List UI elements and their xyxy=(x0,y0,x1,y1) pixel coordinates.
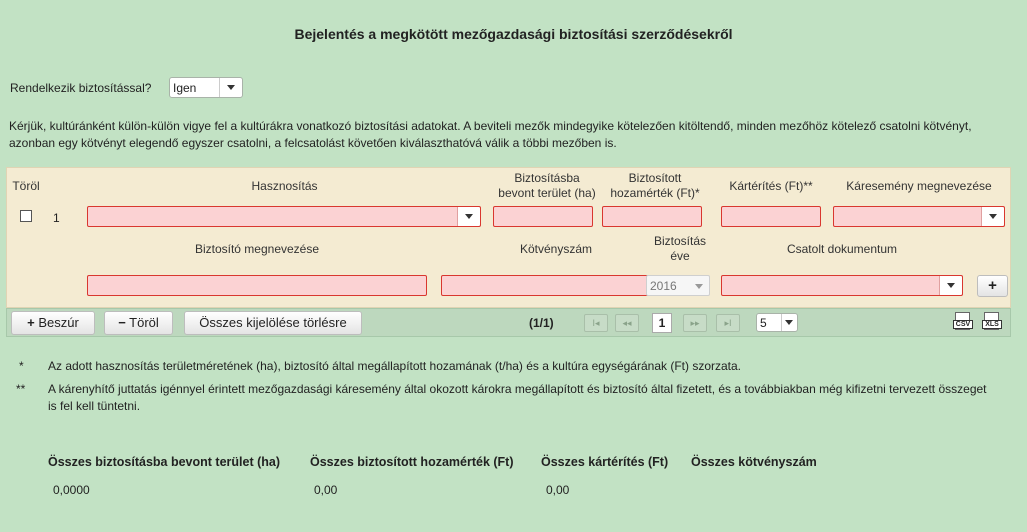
header-policy: Kötvényszám xyxy=(519,242,593,256)
delete-button[interactable] xyxy=(104,311,173,335)
note-2-text: A kárenyhítő juttatás igénnyel érintett mezőgazdasági káresemény által okozott károkra megállapított és biztosító által fizetett, és a továbbiakban még kifizetni tervezett összeget is fel kell tüntetni. xyxy=(48,382,987,413)
page-info: (1/1) xyxy=(529,316,554,330)
summary-yield-label: Összes biztosított hozamérték (Ft) xyxy=(310,455,514,469)
note-2-mark: ** xyxy=(16,382,26,396)
insert-button-label: Beszúr xyxy=(38,315,79,330)
chevron-down-icon xyxy=(219,78,242,97)
header-compensation: Kártérítés (Ft)** xyxy=(729,179,813,193)
row-index: 1 xyxy=(53,211,60,225)
chevron-down-icon xyxy=(939,276,962,295)
header-year xyxy=(645,234,715,264)
header-delete: Töröl xyxy=(12,179,40,193)
insurance-label: Rendelkezik biztosítással? xyxy=(10,81,152,95)
header-yield-line1: Biztosított xyxy=(628,171,682,185)
page-title: Bejelentés a megkötött mezőgazdasági biztosítási szerződésekről xyxy=(294,26,733,42)
instructions-text: Kérjük, kultúránként külön-külön vigye fel a kultúrákra vonatkozó biztosítási adatokat. A beviteli mezők mindegyike kötelezően kitöltendő, minden mezőhöz kötelező csatolni kötvényt, azonban egy kötvényt elegendő egyszer csatolni, a felcsatolást követően kiválaszthatóvá válik a többi mezőben is. xyxy=(9,119,972,150)
table-toolbar xyxy=(6,308,1011,337)
minus-icon: − xyxy=(118,315,126,330)
chevron-down-icon xyxy=(981,207,1004,226)
header-area xyxy=(487,171,607,201)
event-select[interactable] xyxy=(833,206,1005,227)
first-page-button[interactable]: I◂ xyxy=(584,314,608,332)
csv-export-icon[interactable] xyxy=(953,312,973,334)
header-area-line2: bevont terület (ha) xyxy=(498,186,596,200)
policy-number-input[interactable] xyxy=(441,275,671,296)
row-delete-checkbox[interactable] xyxy=(20,210,32,222)
note-1-mark: * xyxy=(19,359,24,373)
year-select-value: 2016 xyxy=(650,279,677,293)
xls-export-icon[interactable] xyxy=(982,312,1002,334)
area-input[interactable] xyxy=(493,206,593,227)
last-page-button[interactable]: ▸I xyxy=(716,314,740,332)
delete-button-label: Töröl xyxy=(129,315,159,330)
summary-area-label: Összes biztosításba bevont terület (ha) xyxy=(48,455,280,469)
summary-comp-value: 0,00 xyxy=(546,483,570,497)
header-year-line2: éve xyxy=(670,249,690,263)
page-size-select[interactable] xyxy=(756,313,798,332)
header-yield-line2: hozamérték (Ft)* xyxy=(610,186,700,200)
plus-icon: + xyxy=(988,277,997,294)
insurance-select[interactable] xyxy=(169,77,243,98)
chevron-down-icon xyxy=(781,314,797,331)
plus-icon: + xyxy=(27,315,35,330)
insurer-input[interactable] xyxy=(87,275,427,296)
year-select[interactable] xyxy=(646,275,710,296)
insert-button[interactable] xyxy=(11,311,95,335)
header-yield xyxy=(595,171,715,201)
chevron-down-icon xyxy=(457,207,480,226)
current-page[interactable]: 1 xyxy=(652,313,672,333)
header-attachment: Csatolt dokumentum xyxy=(786,242,898,256)
summary-comp-label: Összes kártérítés (Ft) xyxy=(541,455,669,469)
next-page-button[interactable]: ▸▸ xyxy=(683,314,707,332)
yield-input[interactable] xyxy=(602,206,702,227)
summary-area-value: 0,0000 xyxy=(53,483,90,497)
csv-label: CSV xyxy=(953,320,973,329)
insurance-table-panel xyxy=(6,167,1011,308)
compensation-input[interactable] xyxy=(721,206,821,227)
prev-page-button[interactable]: ◂◂ xyxy=(615,314,639,332)
note-1-text: Az adott hasznosítás területméretének (ha), biztosító által megállapított hozamának (t/ha) és a kultúra egységárának (Ft) szorzata. xyxy=(48,359,742,373)
add-attachment-button[interactable] xyxy=(977,275,1008,297)
insurance-select-value: Igen xyxy=(173,81,197,95)
summary-yield-value: 0,00 xyxy=(314,483,338,497)
header-year-line1: Biztosítás xyxy=(653,234,707,248)
header-event: Káresemény megnevezése xyxy=(846,179,992,193)
clear-selection-button[interactable]: Összes kijelölése törlésre xyxy=(184,311,362,335)
header-use: Hasznosítás xyxy=(251,179,318,193)
page-size-value: 5 xyxy=(760,316,767,330)
header-insurer: Biztosító megnevezése xyxy=(194,242,320,256)
xls-label: XLS xyxy=(982,320,1002,329)
attachment-select[interactable] xyxy=(721,275,963,296)
use-select[interactable] xyxy=(87,206,481,227)
summary-policy-label: Összes kötvényszám xyxy=(691,455,817,469)
chevron-down-icon xyxy=(695,284,703,289)
header-area-line1: Biztosításba xyxy=(514,171,580,185)
